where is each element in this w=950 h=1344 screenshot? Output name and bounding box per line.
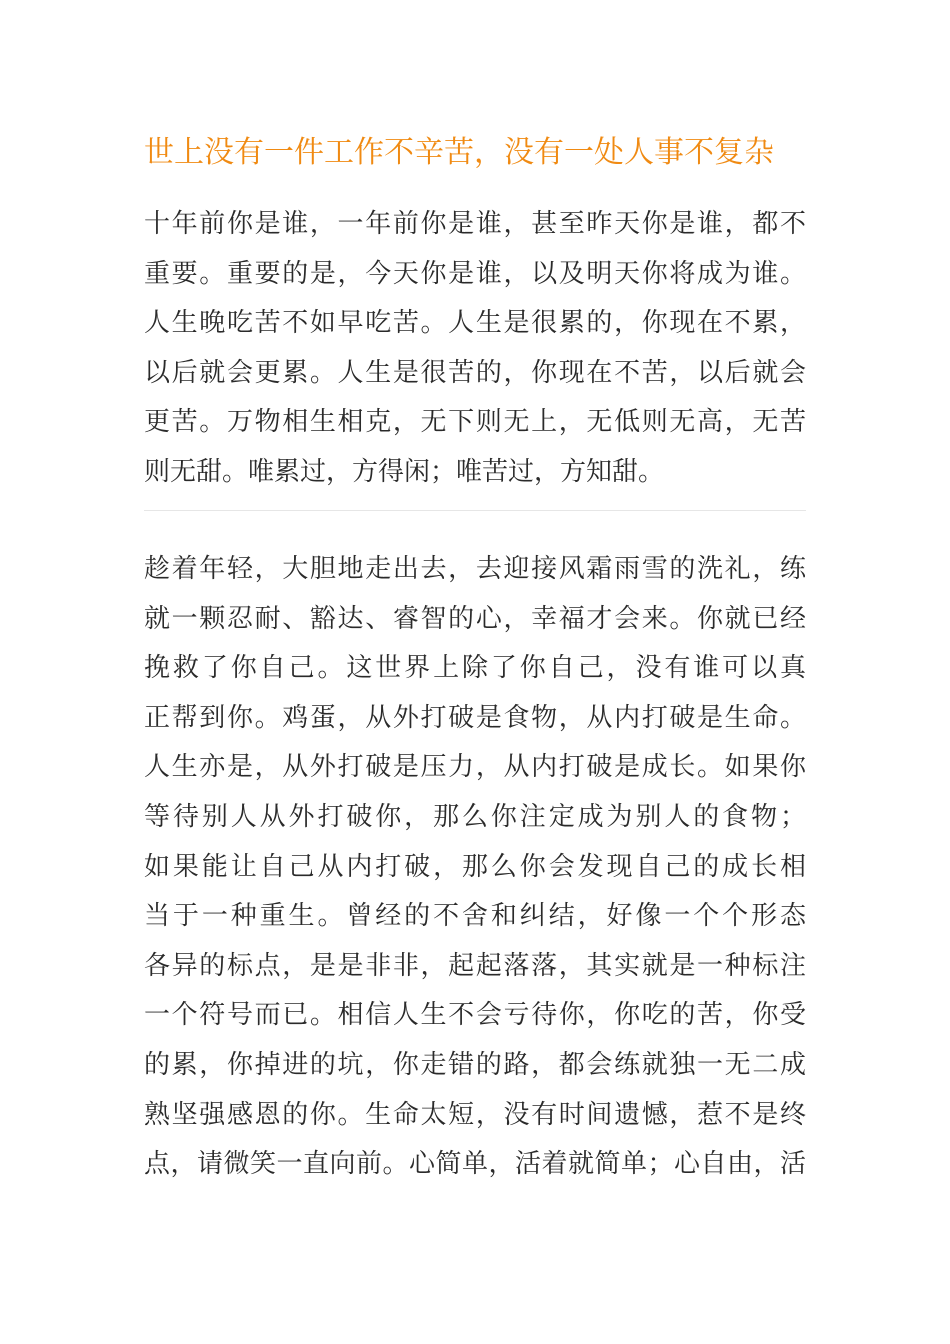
text-line: 人生晚吃苦不如早吃苦。人生是很累的，你现在不累， [144, 308, 806, 339]
text-line: 就一颗忍耐、豁达、睿智的心，幸福才会来。你就已经 [144, 603, 806, 634]
text-line: 一个符号而已。相信人生不会亏待你，你吃的苦，你受 [144, 1000, 806, 1031]
text-line: 各异的标点，是是非非，起起落落，其实就是一种标注 [144, 950, 806, 981]
text-line: 等待别人从外打破你，那么你注定成为别人的食物； [144, 801, 806, 832]
text-line: 熟坚强感恩的你。生命太短，没有时间遗憾，惹不是终 [144, 1099, 806, 1130]
text-line: 点，请微笑一直向前。心简单，活着就简单；心自由，活 [144, 1149, 806, 1180]
text-line: 以后就会更累。人生是很苦的，你现在不苦，以后就会 [144, 357, 806, 388]
section-divider [144, 510, 806, 511]
text-line: 更苦。万物相生相克，无下则无上，无低则无高，无苦 [144, 407, 806, 438]
text-line: 的累，你掉进的坑，你走错的路，都会练就独一无二成 [144, 1049, 806, 1080]
text-line: 趁着年轻，大胆地走出去，去迎接风霜雨雪的洗礼，练 [144, 554, 806, 584]
paragraph-1 [144, 200, 806, 498]
text-line: 正帮到你。鸡蛋，从外打破是食物，从内打破是生命。 [144, 702, 806, 733]
text-line: 十年前你是谁，一年前你是谁，甚至昨天你是谁，都不 [144, 209, 806, 239]
text-line: 人生亦是，从外打破是压力，从内打破是成长。如果你 [144, 752, 806, 783]
text-line: 则无甜。唯累过，方得闲；唯苦过，方知甜。 [144, 456, 665, 487]
article-title: 世上没有一件工作不辛苦，没有一处人事不复杂 [144, 135, 774, 170]
text-line: 当于一种重生。曾经的不舍和纠结，好像一个个形态 [144, 901, 806, 932]
text-line: 如果能让自己从内打破，那么你会发现自己的成长相 [144, 851, 806, 882]
text-line: 重要。重要的是，今天你是谁，以及明天你将成为谁。 [144, 258, 806, 289]
paragraph-2 [144, 545, 806, 1190]
text-line: 挽救了你自己。这世界上除了你自己，没有谁可以真 [144, 653, 806, 684]
